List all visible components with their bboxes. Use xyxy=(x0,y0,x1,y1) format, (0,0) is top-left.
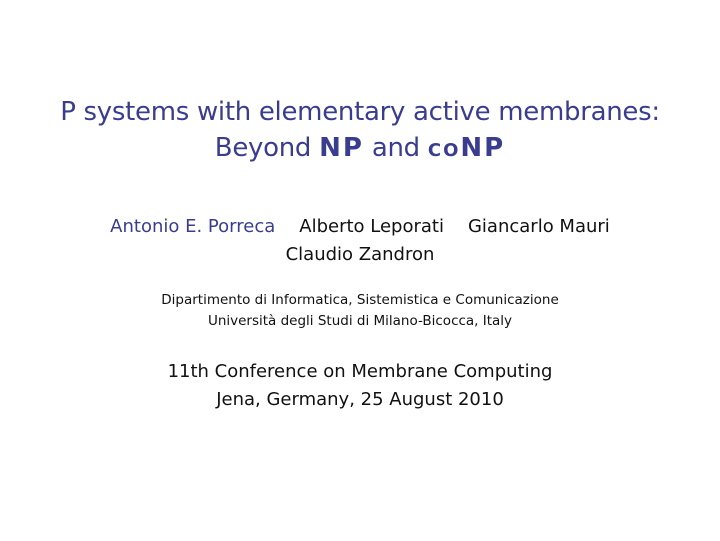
title-conp: coNP xyxy=(427,133,506,163)
conference-info xyxy=(0,358,720,414)
title-line-2 xyxy=(0,130,720,166)
author-list xyxy=(0,213,720,269)
slide-title xyxy=(0,94,720,166)
affiliation xyxy=(0,290,720,332)
conference-place-date: Jena, Germany, 25 August 2010 xyxy=(216,389,504,410)
title-and: and xyxy=(363,133,428,163)
author-row xyxy=(0,213,720,241)
title-np: NP xyxy=(319,133,364,163)
conference-name: 11th Conference on Membrane Computing xyxy=(167,361,553,382)
author-leporati: Alberto Leporati xyxy=(299,216,444,237)
affiliation-department: Dipartimento di Informatica, Sistemistica e Comunicazione xyxy=(161,292,559,308)
title-line-1: P systems with elementary active membranes: xyxy=(60,97,660,127)
author-presenter: Antonio E. Porreca xyxy=(110,216,276,237)
affiliation-university: Università degli Studi di Milano-Bicocca, Italy xyxy=(207,313,513,329)
author-zandron: Claudio Zandron xyxy=(285,244,435,265)
title-beyond: Beyond xyxy=(214,133,320,163)
author-mauri: Giancarlo Mauri xyxy=(467,216,610,237)
